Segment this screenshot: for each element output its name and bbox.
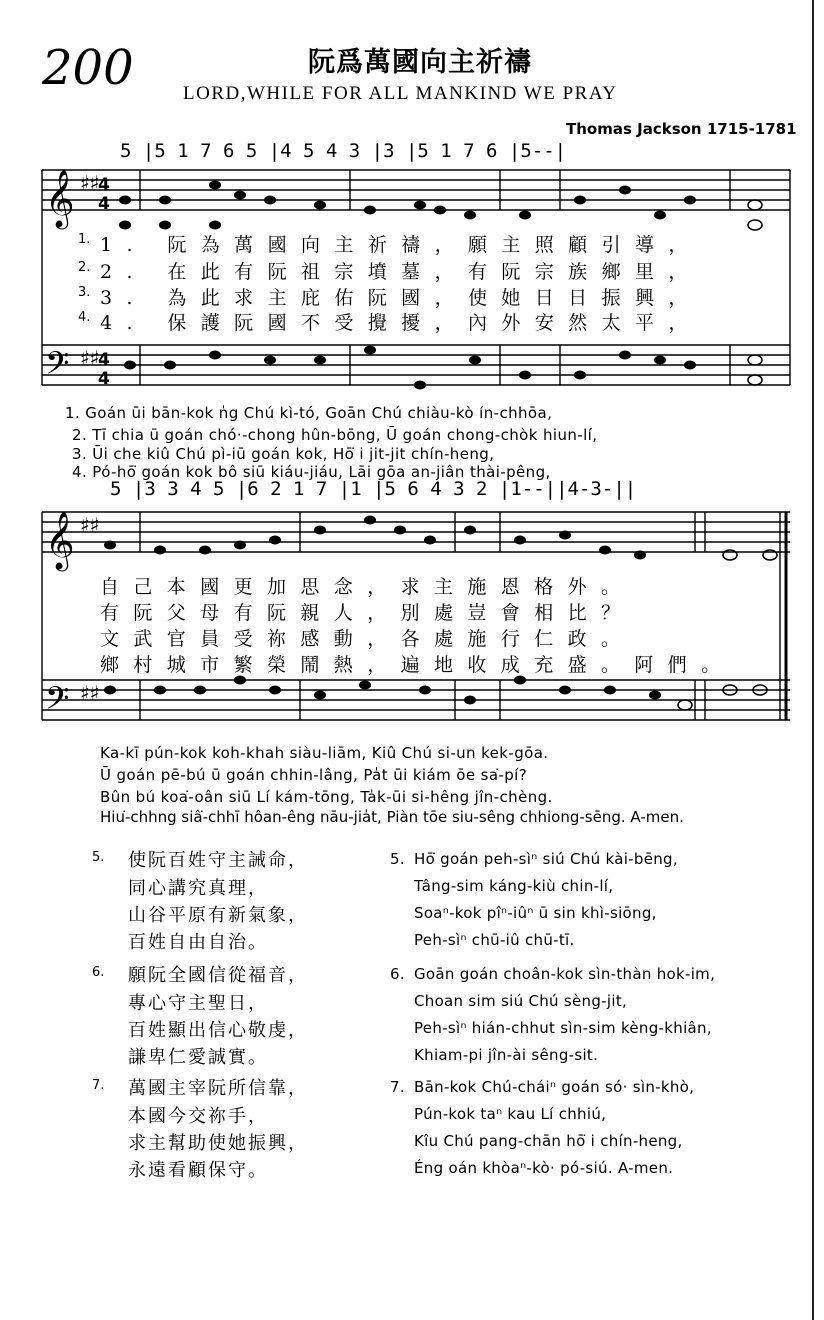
svg-text:4: 4	[98, 350, 110, 370]
hymn-title-english: LORD,WHILE FOR ALL MANKIND WE PRAY	[183, 83, 618, 104]
verse-number: 4.	[78, 310, 91, 325]
romanized-lyric-verse: Bûn bú koa͘-oân siū Lí kám-tōng, Ta̍k-ūi si-hêng jîn-chèng.	[100, 788, 553, 806]
romanized-verse-line: Khiam-pi jîn-ài sêng-sit.	[414, 1046, 599, 1064]
romanized-verse-line: Goān goán choân-kok sìn-thàn hok-im,	[414, 965, 716, 983]
hymn-number: 200	[42, 40, 134, 96]
chinese-lyric-verse: 鄉村城市繁榮鬧熱，遍地收成充盛。阿們。	[100, 654, 735, 676]
numbered-notation-line-1: 5 |5 1 7 6 5 |4 5 4 3 |3 |5 1 7 6 |5--|	[120, 140, 567, 162]
verse-number: 3.	[78, 285, 91, 300]
verse-number: 5.	[92, 850, 105, 865]
chinese-verse-line: 百姓顯出信心敬虔，	[128, 1020, 308, 1041]
romanized-verse-line: Choan sim siú Chú sèng-jit,	[414, 992, 628, 1010]
svg-text:4: 4	[98, 175, 110, 195]
romanized-lyric-verse: 4. Pó-hō͘ goán kok bô siū kiáu-jiáu, Lāi gōa an-jiân thài-pêng,	[72, 463, 551, 481]
verse-number: 6.	[390, 965, 405, 983]
chinese-verse-line: 永遠看顧保守。	[128, 1160, 268, 1181]
svg-text:4: 4	[98, 194, 110, 214]
chinese-lyric-verse: 1. 阮為萬國向主祈禱，願主照顧引導，	[100, 234, 702, 256]
romanized-verse-line: Bān-kok Chú-cháiⁿ goán só· sìn-khò,	[414, 1078, 695, 1096]
svg-text:♯♯: ♯♯	[80, 171, 100, 195]
romanized-lyric-verse: Ka-kī pún-kok koh-khah siàu-liām, Kiû Chú si-un kek-gōa.	[100, 744, 549, 762]
page-edge-line	[812, 0, 814, 1320]
treble-staff-2	[42, 512, 790, 552]
romanized-verse-line: Hō͘ goán peh-sìⁿ siú Chú kài-bēng,	[414, 850, 678, 868]
chinese-verse-line: 求主幫助使她振興，	[128, 1133, 308, 1154]
chinese-verse-line: 本國今交祢手，	[128, 1106, 268, 1127]
chinese-lyric-verse: 3. 為此求主庇佑阮國，使她日日振興，	[100, 287, 702, 309]
verse-number: 1.	[78, 232, 91, 247]
chinese-lyric-verse: 2. 在此有阮祖宗墳墓，有阮宗族鄉里，	[100, 261, 702, 283]
bass-staff-2	[42, 680, 790, 720]
romanized-verse-line: Éng oán khòaⁿ-kò· pó-siú. A-men.	[414, 1159, 674, 1177]
treble-clef-icon: 𝄞	[45, 169, 75, 227]
hymn-title-chinese: 阮爲萬國向主祈禱	[308, 47, 532, 78]
chinese-lyric-verse: 文武官員受祢感動，各處施行仁政。	[100, 628, 635, 650]
romanized-lyric-verse: 2. Tī chia ū goán chó·-chong hûn-bōng, Ū goán chong-chòk hiun-lí,	[72, 426, 598, 444]
chinese-lyric-verse: 4. 保護阮國不受攪擾，內外安然太平，	[100, 312, 702, 334]
chinese-verse-line: 專心守主聖日，	[128, 993, 268, 1014]
chinese-verse-line: 願阮全國信從福音，	[128, 965, 308, 986]
svg-text:♯♯: ♯♯	[80, 681, 100, 705]
chinese-verse-line: 山谷平原有新氣象，	[128, 905, 308, 926]
romanized-verse-line: Tâng-sim káng-kiù chin-lí,	[414, 877, 614, 895]
verse-number: 7.	[390, 1078, 405, 1096]
romanized-lyric-verse: Ū goán pē-bú ū goán chhin-lâng, Pa̍t ūi kiám ōe sa͘-pí?	[100, 766, 528, 784]
chinese-verse-line: 百姓自由自治。	[128, 932, 268, 953]
romanized-verse-line: Soaⁿ-kok pîⁿ-iûⁿ ū sin khì-siōng,	[414, 904, 657, 922]
chinese-verse-line: 使阮百姓守主誡命，	[128, 850, 308, 871]
treble-clef-icon: 𝄞	[45, 511, 75, 569]
svg-text:♯♯: ♯♯	[80, 513, 100, 537]
romanized-verse-line: Kîu Chú pang-chān hō͘ i chín-heng,	[414, 1132, 683, 1150]
verse-number: 2.	[78, 260, 91, 275]
verse-number: 7.	[92, 1078, 105, 1093]
romanized-lyric-verse: 1. Goán ūi bān-kok n̍g Chú kì-tó, Goān Chú chiàu-kò ín-chhōa,	[65, 404, 553, 422]
romanized-verse-line: Pún-kok taⁿ kau Lí chhiú,	[414, 1105, 607, 1123]
chinese-lyric-verse: 自己本國更加思念，求主施恩格外。	[100, 576, 635, 598]
numbered-notation-line-2: 5 |3 3 4 5 |6 2 1 7 |1 |5 6 4 3 2 |1--||4-3-||	[110, 478, 637, 500]
chinese-verse-line: 萬國主宰阮所信靠，	[128, 1078, 308, 1099]
verse-number: 5.	[390, 850, 405, 868]
bass-clef-icon: 𝄢	[45, 345, 70, 389]
romanized-lyric-verse: Hiu͘-chhng siâ͘-chhī hôan-êng nāu-jia̍t, Piàn tōe siu-sêng chhiong-sēng. A-men.	[100, 808, 684, 826]
chinese-lyric-verse: 有阮父母有阮親人，別處豈會相比？	[100, 602, 635, 624]
svg-text:♯♯: ♯♯	[80, 346, 100, 370]
romanized-verse-line: Peh-sìⁿ hián-chhut sìn-sim kèng-khiân,	[414, 1019, 712, 1037]
romanized-lyric-verse: 3. Ūi che kiû Chú pì-iū goán kok, Hō͘ i jit-jit chín-heng,	[72, 445, 495, 463]
svg-text:4: 4	[98, 369, 110, 389]
romanized-verse-line: Peh-sìⁿ chū-iû chū-tī.	[414, 931, 575, 949]
verse-number: 6.	[92, 965, 105, 980]
bass-clef-icon: 𝄢	[45, 680, 70, 724]
bass-staff-1	[42, 345, 790, 385]
chinese-verse-line: 謙卑仁愛誠實。	[128, 1047, 268, 1068]
composer-credit: Thomas Jackson 1715-1781	[566, 120, 797, 138]
chinese-verse-line: 同心講究真理，	[128, 878, 268, 899]
